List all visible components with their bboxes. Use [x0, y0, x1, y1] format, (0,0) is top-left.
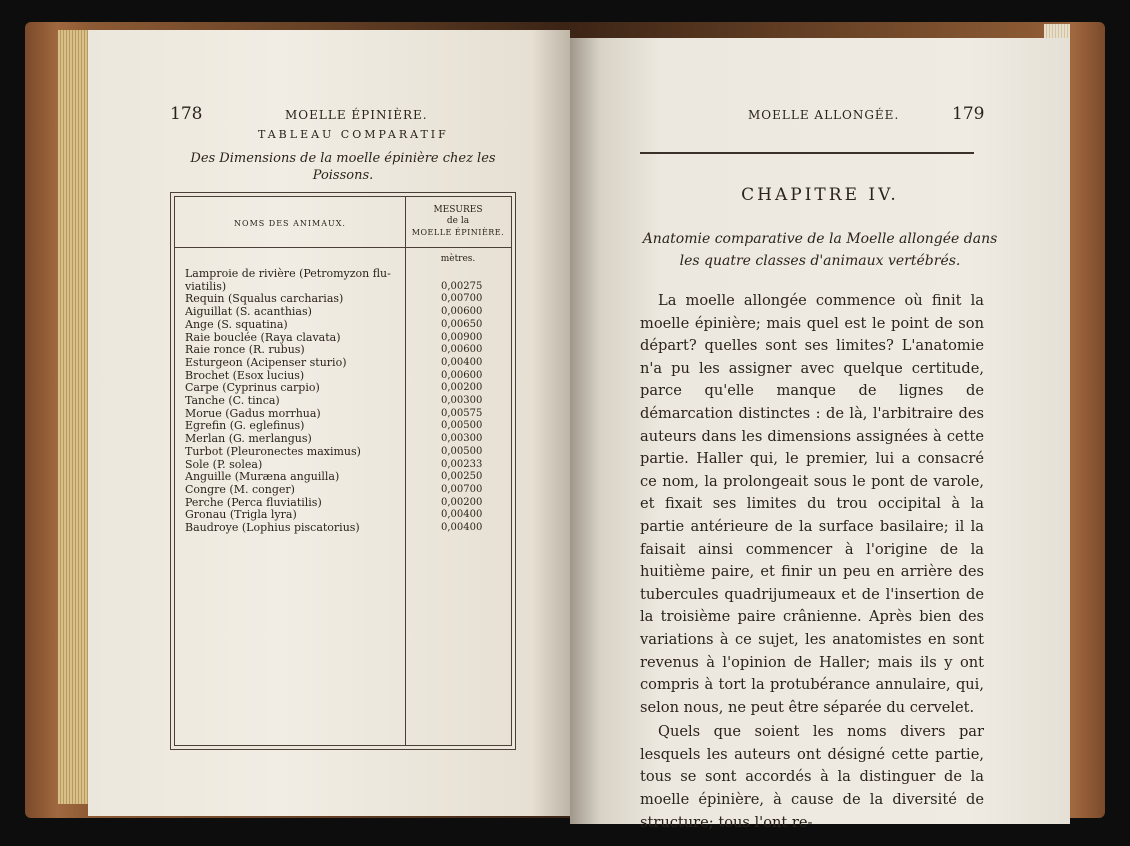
row-name: Aiguillat (S. acanthias): [185, 305, 312, 319]
table-row: [185, 483, 507, 496]
row-name: Congre (M. conger): [185, 482, 295, 496]
row-value: 0,00600: [441, 344, 483, 356]
table-row: [185, 331, 507, 344]
chapter-subtitle: Anatomie comparative de la Moelle allongée dans les quatre classes d'animaux vertébrés.: [642, 231, 998, 269]
right-running-head: MOELLE ALLONGÉE.: [748, 108, 900, 122]
row-value: 0,00700: [441, 483, 483, 495]
table-row: [185, 318, 507, 331]
col-header-measures-bottom: MOELLE ÉPINIÈRE.: [411, 228, 505, 237]
table-row: [185, 419, 507, 432]
row-name: Anguille (Muræna anguilla): [185, 470, 340, 484]
table-row: [185, 280, 507, 293]
row-name: Turbot (Pleuronectes maximus): [185, 444, 361, 458]
table-row: [185, 407, 507, 420]
table-row: [185, 343, 507, 356]
header-divider: [175, 247, 511, 248]
body-text: [640, 290, 984, 834]
row-value: 0,00600: [441, 306, 483, 318]
row-value: 0,00575: [441, 407, 483, 419]
table-row: [185, 496, 507, 509]
row-name: Raie ronce (R. rubus): [185, 343, 305, 357]
table-row: [185, 458, 507, 471]
table-row: [185, 305, 507, 318]
row-name: Esturgeon (Acipenser sturio): [185, 355, 347, 369]
row-name: Morue (Gadus morrhua): [185, 406, 321, 420]
row-value: 0,00200: [441, 382, 483, 394]
dimensions-table: [174, 196, 512, 746]
col-header-measures-top: MESURES: [433, 205, 483, 215]
paragraph-2: Quels que soient les noms divers par lesquels les auteurs ont désigné cette partie, tous se sont accordés à la distinguer de la moelle épinière, à cause de la diversité de structure; tous l'ont re-: [640, 723, 984, 831]
row-name: Tanche (C. tinca): [185, 394, 280, 407]
row-value: 0,00300: [441, 433, 483, 445]
row-value: 0,00200: [441, 496, 483, 508]
col-header-measures: [405, 205, 511, 238]
col-header-measures-mid: de la: [446, 216, 470, 226]
left-page-number: 178: [170, 104, 203, 124]
row-value: 0,00400: [441, 522, 483, 533]
row-value: 0,00700: [441, 293, 483, 305]
row-value: 0,00500: [441, 420, 483, 432]
table-row: [185, 445, 507, 458]
row-name: Ange (S. squatina): [185, 317, 288, 331]
row-value: 0,00400: [441, 356, 483, 368]
chapter-title: CHAPITRE IV.: [741, 185, 899, 205]
header-rule: [640, 152, 974, 154]
row-name: Brochet (Esox lucius): [185, 368, 305, 382]
row-value: 0,00300: [441, 395, 483, 406]
row-name: viatilis): [185, 279, 227, 293]
row-value: 0,00500: [441, 445, 483, 457]
row-name: Perche (Perca fluviatilis): [185, 495, 322, 509]
table-row: [185, 369, 507, 382]
row-name: Requin (Squalus carcharias): [185, 292, 344, 306]
row-name: Egrefin (G. eglefinus): [185, 419, 305, 433]
unit-label: mètres.: [440, 254, 476, 264]
row-value: 0,00600: [441, 369, 483, 381]
table-caption: TABLEAU COMPARATIF: [258, 128, 449, 141]
row-name: Gronau (Trigla lyra): [185, 508, 297, 522]
table-row: [185, 521, 507, 534]
row-name: Sole (P. solea): [185, 457, 263, 471]
paragraph-1: La moelle allongée commence où finit la moelle épinière; mais quel est le point de son départ? quelles sont ses limites? L'anatomie n'a pu les assigner avec quelque certitude, parce qu'elle manque de lignes de démarcation distinctes : de là, l'arbitraire des auteurs dans les dimensions assignées à cette partie. Haller qui, le premier, lui a consacré ce nom, la prolongeait sous le pont de varole, et fixait ses limites du trou occipital à la partie antérieure de la surface basilaire; il la faisait ainsi commencer à l'origine de la huitième paire, et finir un peu en arrière des tubercules quadrijumeaux et de l'insertion de la troisième paire crânienne. Après bien des variations à ce sujet, les anatomistes en sont revenus à l'opinion de Haller; mais ils y ont compris à tort la protubérance annulaire, qui, selon nous, ne peut être séparée du cervelet.: [640, 292, 984, 716]
col-header-names: NOMS DES ANIMAUX.: [234, 219, 346, 228]
row-name: Raie bouclée (Raya clavata): [185, 330, 341, 344]
row-name: Lamproie de rivière (Petromyzon flu-: [185, 267, 391, 280]
row-value: 0,00900: [441, 331, 483, 343]
row-value: 0,00233: [441, 458, 483, 470]
row-value: 0,00275: [441, 280, 483, 292]
table-row: [185, 267, 507, 280]
row-name: Merlan (G. merlangus): [185, 432, 312, 446]
table-row: [185, 432, 507, 445]
row-value: 0,00650: [441, 318, 483, 330]
row-name: Baudroye (Lophius piscatorius): [185, 521, 360, 534]
row-value: 0,00250: [441, 471, 483, 483]
left-running-head: MOELLE ÉPINIÈRE.: [285, 108, 428, 122]
table-row: [185, 356, 507, 369]
table-row: [185, 508, 507, 521]
table-subtitle: Des Dimensions de la moelle épinière chez les Poissons.: [190, 151, 496, 183]
table-row: [185, 292, 507, 305]
row-name: Carpe (Cyprinus carpio): [185, 381, 320, 395]
table-row: [185, 381, 507, 394]
table-row: [185, 470, 507, 483]
row-value: 0,00400: [441, 509, 483, 521]
table-row: [185, 394, 507, 407]
right-page-number: 179: [952, 104, 985, 124]
